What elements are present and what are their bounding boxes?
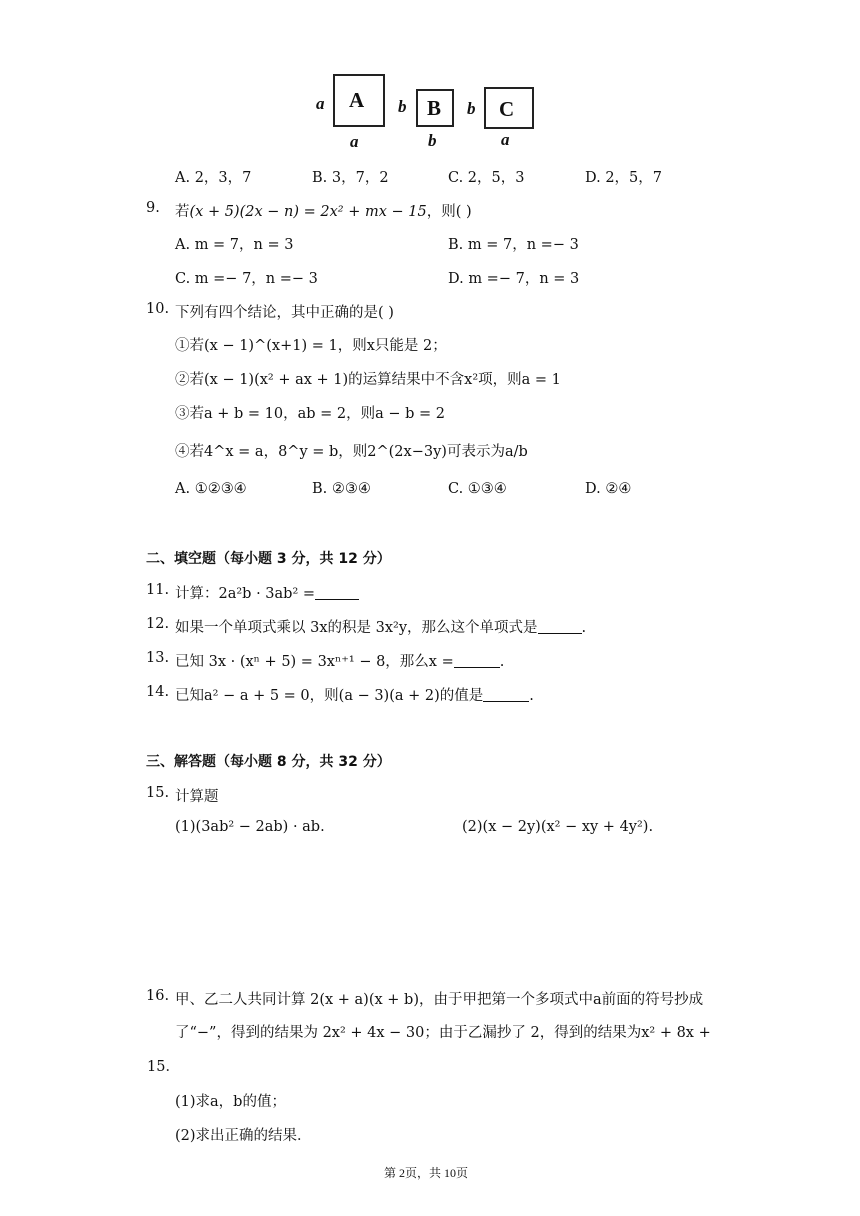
- q10-option-d: D. ②④: [585, 481, 632, 497]
- figure-side-label-b1: b: [398, 97, 407, 116]
- q10-statement-4: ④若4^x = a，8^y = b，则2^(2x−3y)可表示为a/b: [175, 444, 528, 460]
- square-b: [416, 89, 454, 127]
- q10-statement-3: ③若a + b = 10，ab = 2，则a − b = 2: [175, 406, 446, 422]
- q15-part-2: (2)(x − 2y)(x² − xy + 4y²).: [462, 819, 654, 835]
- q12: [175, 616, 586, 637]
- q8-option-b: B. 3，7，2: [312, 170, 389, 186]
- q16-number: 16.: [146, 988, 170, 1004]
- q11-text: 计算：2a²b · 3ab² =: [175, 586, 316, 602]
- q8-option-c: C. 2，5，3: [448, 170, 525, 186]
- q9-option-a: A. m = 7，n = 3: [175, 237, 294, 253]
- q14-period: .: [529, 688, 534, 704]
- figure-bottom-label-a: a: [350, 132, 359, 151]
- q9-option-d: D. m =− 7，n = 3: [448, 271, 580, 287]
- q16-line-3: 15．: [147, 1059, 180, 1075]
- q13-period: .: [499, 654, 505, 670]
- figure-side-label-b2: b: [467, 99, 476, 118]
- square-b-letter: B: [427, 96, 442, 120]
- q9-equation: (x + 5)(2x − n) = 2x² + mx − 15: [189, 204, 427, 220]
- q14-number: 14.: [146, 684, 170, 700]
- q13: [175, 650, 504, 671]
- q10-option-c: C. ①③④: [448, 481, 507, 497]
- q16-line-2: 了“−”，得到的结果为 2x² + 4x − 30；由于乙漏抄了 2，得到的结果为x² + 8x +: [175, 1025, 711, 1041]
- section-3-title: 三、解答题（每小题 8 分，共 32 分）: [146, 754, 391, 770]
- square-c: [484, 87, 534, 129]
- figure-bottom-label-b: b: [428, 131, 437, 150]
- section-2-title: 二、填空题（每小题 3 分，共 12 分）: [146, 551, 391, 567]
- q14-answer-blank[interactable]: [483, 689, 529, 702]
- q16-sub-1: (1)求a，b的值；: [175, 1094, 286, 1110]
- q12-number: 12.: [146, 616, 170, 632]
- q10-option-b: B. ②③④: [312, 481, 371, 497]
- q16-line-1: 甲、乙二人共同计算 2(x + a)(x + b)，由于甲把第一个多项式中a前面的符号抄成: [175, 992, 704, 1008]
- q14: [175, 684, 534, 705]
- figure-bottom-label-c: a: [501, 130, 510, 149]
- q9-stem-suffix: ，则( ): [426, 204, 472, 220]
- square-a: [333, 74, 385, 127]
- square-c-letter: C: [499, 97, 515, 121]
- q15-number: 15.: [146, 785, 170, 801]
- q10-option-a: A. ①②③④: [175, 481, 247, 497]
- q12-answer-blank[interactable]: [538, 621, 582, 634]
- q9-option-c: C. m =− 7，n =− 3: [175, 271, 318, 287]
- q10-statement-1: ①若(x − 1)^(x+1) = 1，则x只能是 2；: [175, 338, 447, 354]
- q11: [175, 582, 359, 603]
- square-a-letter: A: [349, 88, 365, 112]
- q10-stem: 下列有四个结论，其中正确的是( ): [175, 305, 394, 321]
- q10-number: 10.: [146, 301, 170, 317]
- q9-stem-prefix: 若: [175, 204, 190, 220]
- q15-part-1: (1)(3ab² − 2ab) · ab.: [175, 819, 325, 835]
- q9-option-b: B. m = 7，n =− 3: [448, 237, 579, 253]
- q11-answer-blank[interactable]: [315, 587, 359, 600]
- q8-option-a: A. 2，3，7: [175, 170, 252, 186]
- q9-stem: [175, 200, 472, 221]
- figure-side-label-a: a: [316, 94, 325, 113]
- q13-number: 13.: [146, 650, 170, 666]
- q13-answer-blank[interactable]: [454, 655, 500, 668]
- q12-period: .: [581, 620, 587, 636]
- q15-title: 计算题: [175, 789, 219, 805]
- q10-statement-2: ②若(x − 1)(x² + ax + 1)的运算结果中不含x²项，则a = 1: [175, 372, 561, 388]
- q9-number: 9.: [146, 200, 160, 216]
- page-footer: 第 2页，共 10页: [384, 1166, 469, 1180]
- q12-text: 如果一个单项式乘以 3x的积是 3x²y，那么这个单项式是: [175, 620, 538, 636]
- q14-text: 已知a² − a + 5 = 0，则(a − 3)(a + 2)的值是: [175, 688, 484, 704]
- q8-option-d: D. 2，5，7: [585, 170, 663, 186]
- q16-sub-2: (2)求出正确的结果．: [175, 1128, 312, 1144]
- q11-number: 11.: [146, 582, 170, 598]
- q13-text: 已知 3x · (xⁿ + 5) = 3xⁿ⁺¹ − 8，那么x =: [175, 654, 454, 670]
